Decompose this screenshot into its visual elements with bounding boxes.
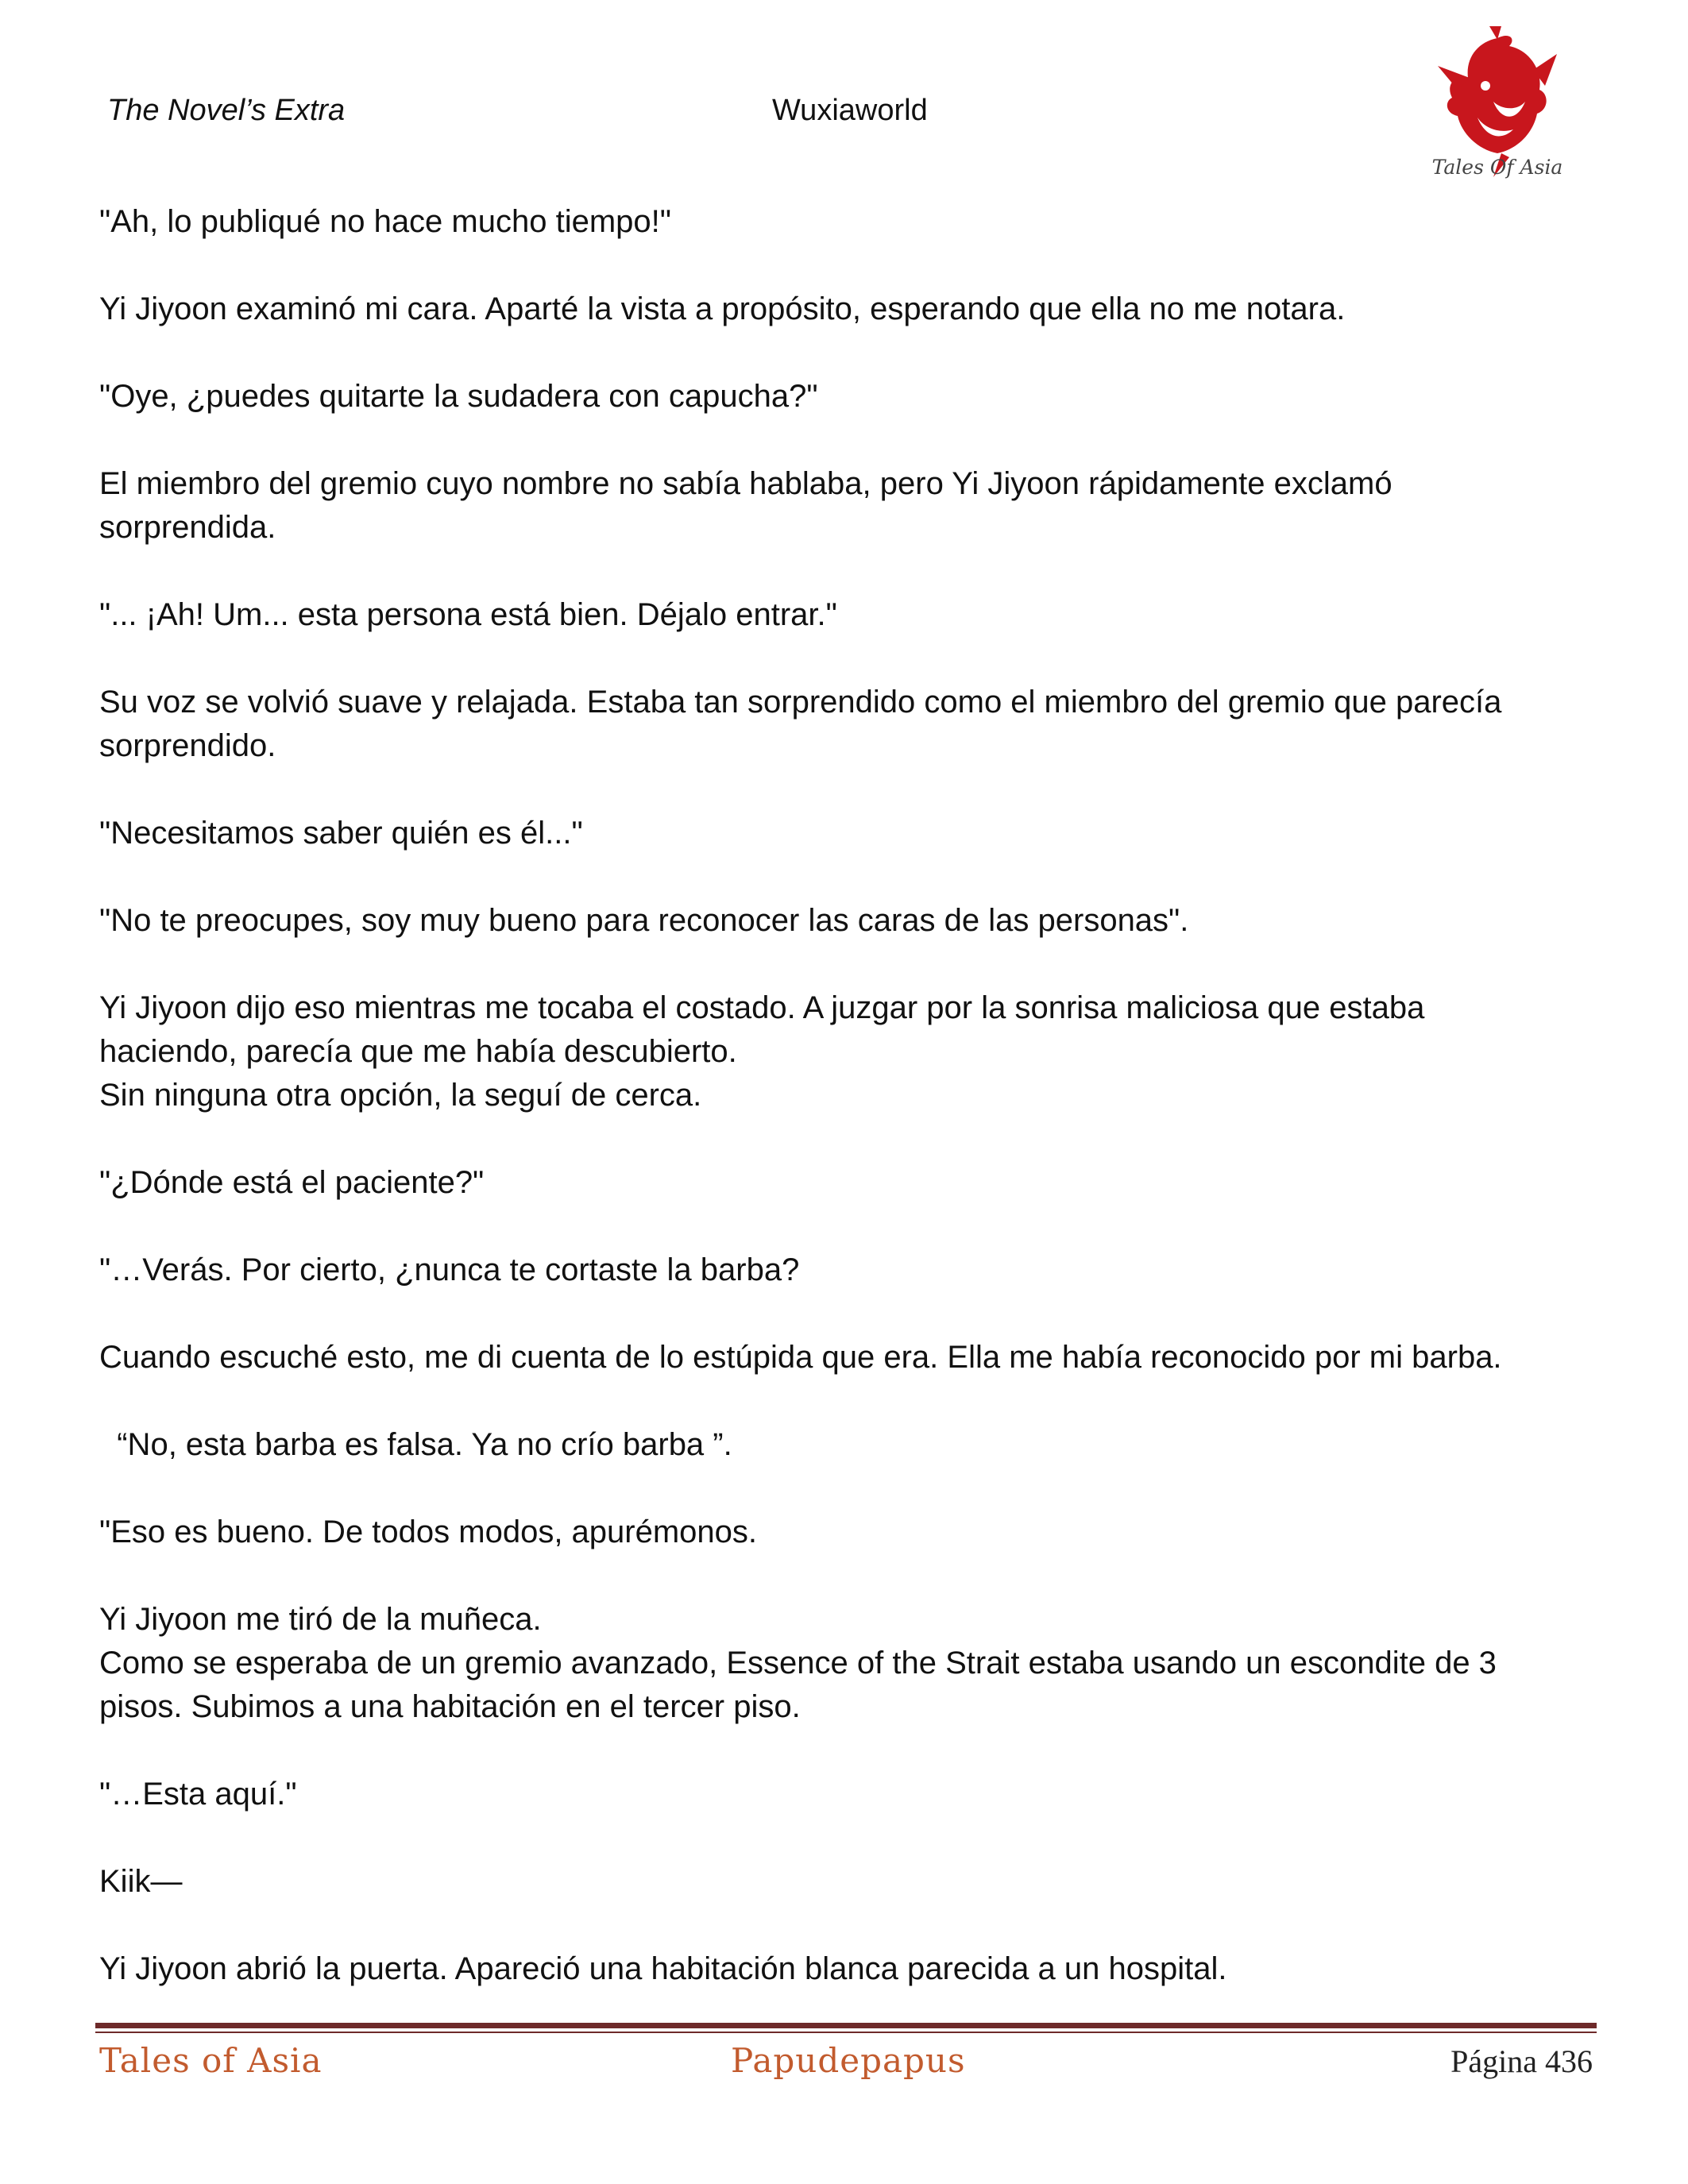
paragraph bbox=[99, 899, 1593, 943]
footer-divider-thick bbox=[95, 2023, 1597, 2028]
text-line: Su voz se volvió suave y relajada. Estaba tan sorprendido como el miembro del gremio que parecía bbox=[99, 685, 1502, 720]
text-line: "Oye, ¿puedes quitarte la sudadera con capucha?" bbox=[99, 379, 818, 414]
text-line: Cuando escuché esto, me di cuenta de lo estúpida que era. Ella me había reconocido por mi barba. bbox=[99, 1340, 1502, 1375]
text-line: Yi Jiyoon dijo eso mientras me tocaba el costado. A juzgar por la sonrisa maliciosa que estaba bbox=[99, 990, 1425, 1025]
text-line: haciendo, parecía que me había descubierto. bbox=[99, 1034, 737, 1069]
page-body bbox=[99, 200, 1593, 2035]
text-line: Yi Jiyoon me tiró de la muñeca. bbox=[99, 1602, 542, 1637]
paragraph bbox=[99, 681, 1593, 768]
text-line: "…Esta aquí." bbox=[99, 1777, 297, 1812]
text-line: sorprendida. bbox=[99, 510, 276, 545]
paragraph bbox=[99, 1511, 1593, 1554]
paragraph bbox=[99, 1947, 1593, 1991]
paragraph bbox=[99, 1423, 1593, 1467]
paragraph bbox=[99, 593, 1593, 637]
text-line: "... ¡Ah! Um... esta persona está bien. Déjalo entrar." bbox=[99, 597, 837, 632]
text-line: Como se esperaba de un gremio avanzado, Essence of the Strait estaba usando un escondite de 3 bbox=[99, 1646, 1497, 1680]
footer-translator: Papudepapus bbox=[731, 2041, 966, 2080]
footer-brand: Tales of Asia bbox=[99, 2041, 323, 2080]
text-line: sorprendido. bbox=[99, 728, 276, 763]
text-line: El miembro del gremio cuyo nombre no sabía hablaba, pero Yi Jiyoon rápidamente exclamó bbox=[99, 466, 1393, 501]
text-line: pisos. Subimos a una habitación en el tercer piso. bbox=[99, 1689, 801, 1724]
text-line: Sin ninguna otra opción, la seguí de cerca. bbox=[99, 1078, 702, 1113]
footer-divider-thin bbox=[95, 2032, 1597, 2033]
text-line: "…Verás. Por cierto, ¿nunca te cortaste la barba? bbox=[99, 1252, 800, 1287]
text-line: "No te preocupes, soy muy bueno para reconocer las caras de las personas". bbox=[99, 903, 1189, 938]
text-line: "¿Dónde está el paciente?" bbox=[99, 1165, 485, 1200]
text-line: Yi Jiyoon examinó mi cara. Aparté la vista a propósito, esperando que ella no me notara. bbox=[99, 291, 1346, 326]
paragraph bbox=[99, 1598, 1593, 1729]
text-line: "Eso es bueno. De todos modos, apurémonos. bbox=[99, 1515, 758, 1549]
text-line: Yi Jiyoon abrió la puerta. Apareció una habitación blanca parecida a un hospital. bbox=[99, 1951, 1227, 1986]
text-line: “No, esta barba es falsa. Ya no crío barba ”. bbox=[99, 1427, 732, 1462]
text-line: Kiik— bbox=[99, 1864, 183, 1899]
paragraph bbox=[99, 375, 1593, 419]
paragraph bbox=[99, 1336, 1593, 1379]
paragraph bbox=[99, 1860, 1593, 1904]
paragraph bbox=[99, 287, 1593, 331]
paragraph bbox=[99, 1161, 1593, 1205]
paragraph bbox=[99, 200, 1593, 244]
paragraph bbox=[99, 1248, 1593, 1292]
site-name: Wuxiaworld bbox=[772, 94, 928, 127]
page-number: Página 436 bbox=[1450, 2043, 1593, 2079]
paragraph bbox=[99, 812, 1593, 855]
text-line: "Ah, lo publiqué no hace mucho tiempo!" bbox=[99, 204, 671, 239]
paragraph bbox=[99, 1773, 1593, 1816]
paragraph bbox=[99, 462, 1593, 550]
footer-divider bbox=[95, 2023, 1597, 2033]
text-line: "Necesitamos saber quién es él..." bbox=[99, 816, 583, 851]
logo-text: Tales Of Asia bbox=[1431, 156, 1563, 179]
book-title: The Novel’s Extra bbox=[107, 94, 346, 127]
paragraph bbox=[99, 986, 1593, 1117]
